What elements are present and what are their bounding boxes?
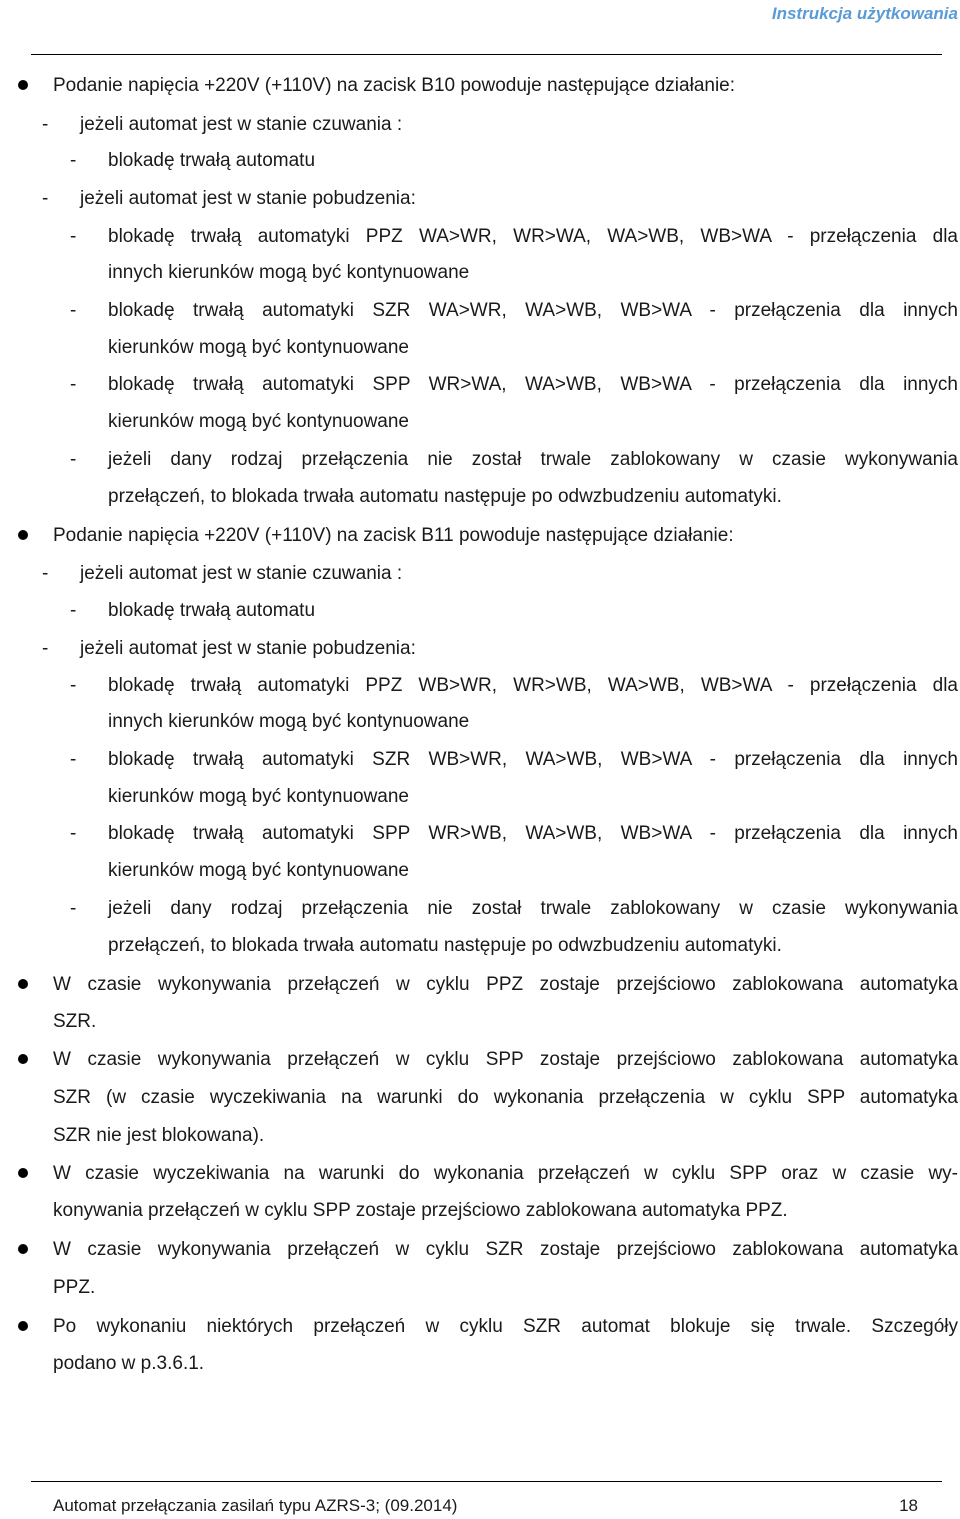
footer-document-title: Automat przełączania zasilań typu AZRS-3; (09.2014) [53,1496,458,1515]
dash-marker: - [42,638,49,659]
section1-ppz-line2: innych kierunków mogą być kontynuowane [108,262,470,283]
bullet-icon [18,530,28,540]
section2-spp-line1: blokadę trwałą automatyki SPP WR>WB, WA>WB, WB>WA - przełączenia dla innych [108,823,958,844]
dash-marker: - [70,675,77,696]
para-ppz-blocks-szr-line2: SZR. [53,1011,97,1032]
header-rule [31,54,942,55]
section1-spp-line1: blokadę trwałą automatyki SPP WR>WA, WA>WB, WB>WA - przełączenia dla innych [108,374,958,395]
section1-spp-line2: kierunków mogą być kontynuowane [108,411,410,432]
dash-marker: - [42,563,49,584]
section2-note-line1: jeżeli dany rodzaj przełączenia nie został trwale zablokowany w czasie wykonywania [108,898,958,919]
dash-marker: - [70,823,77,844]
dash-marker: - [70,749,77,770]
dash-marker: - [42,188,49,209]
dash-marker: - [42,114,49,135]
section1-note-line1: jeżeli dany rodzaj przełączenia nie został trwale zablokowany w czasie wykonywania [108,449,958,470]
section2-intro: Podanie napięcia +220V (+110V) na zacisk B11 powoduje następujące działanie: [53,525,734,546]
para-ppz-blocks-szr-line1: W czasie wykonywania przełączeń w cyklu PPZ zostaje przejściowo zablokowana automatyka [53,974,958,995]
bullet-icon [18,1321,28,1331]
section1-standby-action: blokadę trwałą automatu [108,150,316,171]
para-spp-blocks-szr-line1: W czasie wykonywania przełączeń w cyklu SPP zostaje przejściowo zablokowana automatyka [53,1049,958,1070]
footer-rule [31,1481,942,1482]
bullet-icon [18,1244,28,1254]
bullet-icon [18,979,28,989]
dash-marker: - [70,150,77,171]
para-spp-blocks-szr-line2: SZR (w czasie wyczekiwania na warunki do wykonania przełączenia w cyklu SPP automatyka [53,1087,958,1108]
para-szr-blocks-ppz-line1: W czasie wykonywania przełączeń w cyklu SZR zostaje przejściowo zablokowana automatyka [53,1239,958,1260]
section2-ppz-line1: blokadę trwałą automatyki PPZ WB>WR, WR>WB, WA>WB, WB>WA - przełączenia dla [108,675,958,696]
section1-szr-line1: blokadę trwałą automatyki SZR WA>WR, WA>WB, WB>WA - przełączenia dla innych [108,300,958,321]
section2-ppz-line2: innych kierunków mogą być kontynuowane [108,711,470,732]
bullet-icon [18,1054,28,1064]
section2-standby-action: blokadę trwałą automatu [108,600,316,621]
page-header-title: Instrukcja użytkowania [771,4,958,23]
para-permanent-block-line1: Po wykonaniu niektórych przełączeń w cyklu SZR automat blokuje się trwale. Szczegóły [53,1316,958,1337]
section1-szr-line2: kierunków mogą być kontynuowane [108,337,410,358]
section1-ppz-line1: blokadę trwałą automatyki PPZ WA>WR, WR>WA, WA>WB, WB>WA - przełączenia dla [108,226,958,247]
bullet-icon [18,80,28,90]
dash-marker: - [70,449,77,470]
section1-standby-condition: jeżeli automat jest w stanie czuwania : [80,114,403,135]
section2-excited-condition: jeżeli automat jest w stanie pobudzenia: [80,638,416,659]
section1-excited-condition: jeżeli automat jest w stanie pobudzenia: [80,188,416,209]
section2-spp-line2: kierunków mogą być kontynuowane [108,860,410,881]
dash-marker: - [70,898,77,919]
bullet-icon [18,1168,28,1178]
section2-note-line2: przełączeń, to blokada trwała automatu następuje po odwzbudzeniu automatyki. [108,935,782,956]
page-number: 18 [899,1496,918,1515]
para-spp-blocks-ppz-line1: W czasie wyczekiwania na warunki do wykonania przełączeń w cyklu SPP oraz w czasie wy- [53,1163,958,1184]
dash-marker: - [70,300,77,321]
section1-note-line2: przełączeń, to blokada trwała automatu następuje po odwzbudzeniu automatyki. [108,486,782,507]
section1-intro: Podanie napięcia +220V (+110V) na zacisk B10 powoduje następujące działanie: [53,75,736,96]
section2-szr-line2: kierunków mogą być kontynuowane [108,786,410,807]
section2-standby-condition: jeżeli automat jest w stanie czuwania : [80,563,403,584]
para-spp-blocks-ppz-line2: konywania przełączeń w cyklu SPP zostaje przejściowo zablokowana automatyka PPZ. [53,1200,788,1221]
dash-marker: - [70,374,77,395]
section2-szr-line1: blokadę trwałą automatyki SZR WB>WR, WA>WB, WB>WA - przełączenia dla innych [108,749,958,770]
para-spp-blocks-szr-line3: SZR nie jest blokowana). [53,1125,265,1146]
para-permanent-block-line2: podano w p.3.6.1. [53,1353,205,1374]
para-szr-blocks-ppz-line2: PPZ. [53,1277,96,1298]
dash-marker: - [70,600,77,621]
dash-marker: - [70,226,77,247]
